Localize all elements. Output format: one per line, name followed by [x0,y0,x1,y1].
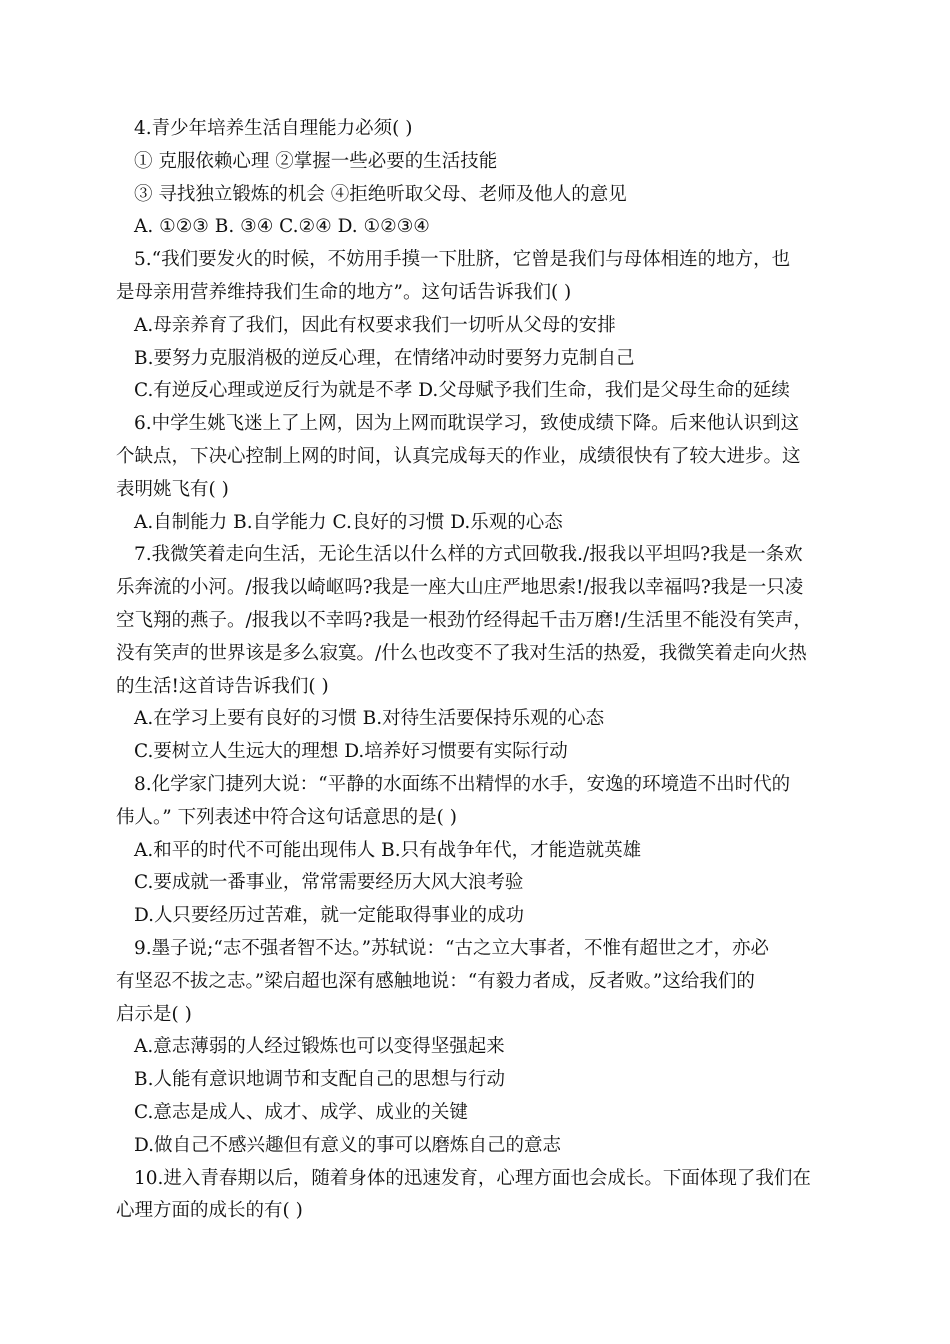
text-line: ① 克服依赖心理 ②掌握一些必要的生活技能 [134,150,498,172]
text-line: ③ 寻找独立锻炼的机会 ④拒绝听取父母、老师及他人的意见 [134,183,627,205]
text-line: C.意志是成人、成才、成学、成业的关键 [134,1101,468,1123]
text-line: 表明姚飞有( ) [116,478,229,500]
text-line: 7.我微笑着走向生活，无论生活以什么样的方式回敬我./报我以平坦吗?我是一条欢 [134,544,803,566]
text-line: A.意志薄弱的人经过锻炼也可以变得坚强起来 [134,1036,505,1058]
text-line: 是母亲用营养维持我们生命的地方”。这句话告诉我们( ) [116,281,572,303]
text-line: D.人只要经历过苦难，就一定能取得事业的成功 [134,905,525,927]
text-line: 10.进入青春期以后，随着身体的迅速发育，心理方面也会成长。下面体现了我们在 [134,1167,811,1189]
text-line: A.在学习上要有良好的习惯 B.对待生活要保持乐观的心态 [134,708,605,730]
text-line: B.要努力克服消极的逆反心理，在情绪冲动时要努力克制自己 [134,347,635,369]
text-line: 4.青少年培养生活自理能力必须( ) [134,118,413,139]
text-line: 心理方面的成长的有( ) [116,1200,303,1222]
text-line: 8.化学家门捷列大说：“平静的水面练不出精悍的水手，安逸的环境造不出时代的 [134,773,791,795]
text-line: B.人能有意识地调节和支配自己的思想与行动 [134,1069,505,1091]
text-line: C.要成就一番事业，常常需要经历大风大浪考验 [134,872,524,894]
text-line: 启示是( ) [116,1003,192,1025]
text-line: 空飞翔的燕子。/报我以不幸吗?我是一根劲竹经得起千击万磨!/生活里不能没有笑声， [116,609,812,631]
text-line: 乐奔流的小河。/报我以崎岖吗?我是一座大山庄严地思索!/报我以幸福吗?我是一只凌 [116,577,804,599]
text-line: 有坚忍不拔之志。”梁启超也深有感触地说：“有毅力者成，反者败。”这给我们的 [116,970,755,992]
text-line: C.有逆反心理或逆反行为就是不孝 D.父母赋予我们生命，我们是父母生命的延续 [134,380,790,402]
text-line: 伟人。” 下列表述中符合这句话意思的是( ) [116,806,457,828]
text-line: 5.“我们要发火的时候，不妨用手摸一下肚脐，它曾是我们与母体相连的地方，也 [134,249,791,271]
text-line: 的生活!这首诗告诉我们( ) [116,675,329,697]
text-line: 6.中学生姚飞迷上了上网，因为上网而耽误学习，致使成绩下降。后来他认识到这 [134,413,800,435]
text-line: A. ①②③ B. ③④ C.②④ D. ①②③④ [134,216,430,238]
document-body [116,113,834,1228]
text-line: 没有笑声的世界该是多么寂寞。/什么也改变不了我对生活的热爱，我微笑着走向火热 [116,642,807,664]
text-line: C.要树立人生远大的理想 D.培养好习惯要有实际行动 [134,741,568,763]
text-line: A.和平的时代不可能出现伟人 B.只有战争年代，才能造就英雄 [134,839,642,861]
text-line: A.母亲养育了我们，因此有权要求我们一切听从父母的安排 [134,314,616,336]
text-line: 个缺点，下决心控制上网的时间，认真完成每天的作业，成绩很快有了较大进步。这 [116,445,801,467]
text-line: 9.墨子说;“志不强者智不达。”苏轼说：“古之立大事者，不惟有超世之才，亦必 [134,937,770,959]
text-line: A.自制能力 B.自学能力 C.良好的习惯 D.乐观的心态 [134,511,563,533]
text-line: D.做自己不感兴趣但有意义的事可以磨炼自己的意志 [134,1134,562,1156]
